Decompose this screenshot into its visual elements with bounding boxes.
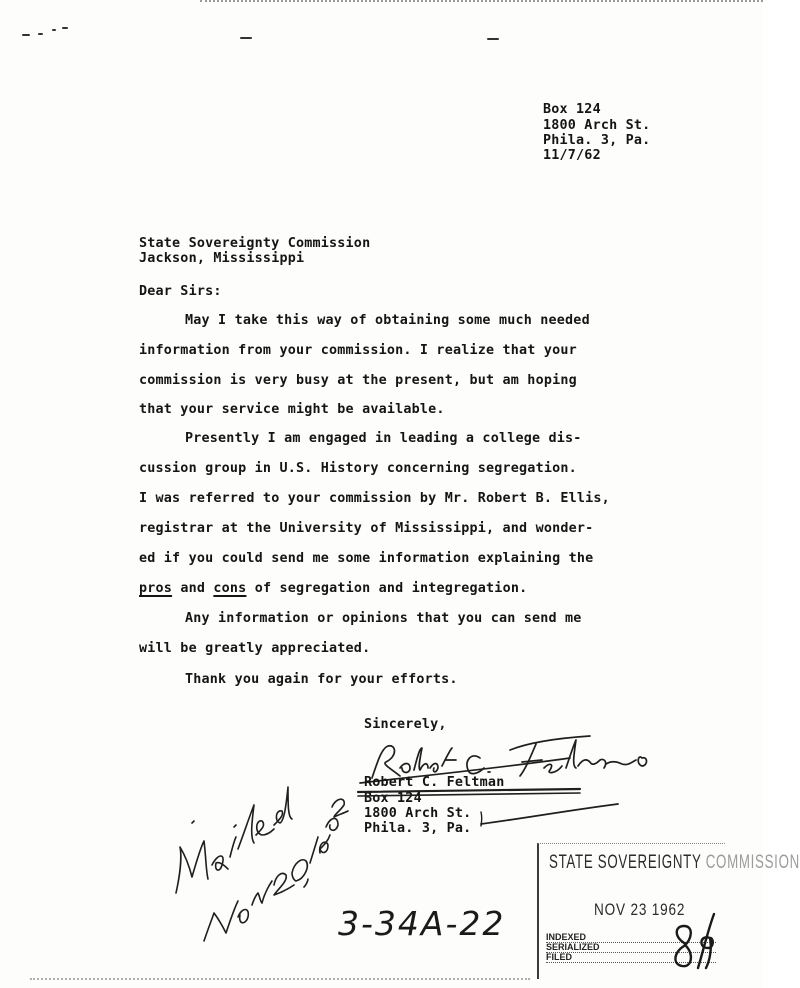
handwritten-initials [664, 908, 724, 978]
signature-block-line: Phila. 3, Pa. [364, 821, 472, 836]
closing: Sincerely, [364, 717, 447, 732]
stamp-title [549, 852, 800, 874]
signature-block-line: Box 124 [364, 791, 422, 806]
body-line: registrar at the University of Mississippi, and wonder- [139, 521, 594, 536]
stamp-date: NOV 23 1962 [594, 900, 686, 919]
scan-speck [38, 33, 43, 35]
stamp-title-dark: STATE SOVEREIGNTY [549, 852, 702, 873]
body-line-rest: of segregation and integregation. [254, 581, 528, 596]
body-line-pros-cons [139, 582, 527, 595]
body-line: I was referred to your commission by Mr. Robert B. Ellis, [139, 491, 610, 506]
body-line: information from your commission. I realize that your [139, 343, 577, 358]
letter-date: 11/7/62 [543, 148, 601, 163]
body-line: that your service might be available. [139, 402, 445, 417]
body-line: cussion group in U.S. History concerning segregation. [139, 461, 577, 476]
body-line: will be greatly appreciated. [139, 641, 371, 656]
body-line: commission is very busy at the present, but am hoping [139, 373, 577, 388]
return-address-line: Phila. 3, Pa. [543, 133, 651, 148]
return-address-line: 1800 Arch St. [543, 118, 651, 133]
scan-speck [52, 29, 56, 31]
recipient-line: Jackson, Mississippi [139, 251, 305, 266]
body-line: Any information or opinions that you can send me [185, 611, 582, 626]
scan-speck [62, 27, 68, 29]
scan-edge-dots-top [200, 0, 763, 4]
return-address-line: Box 124 [543, 102, 601, 117]
stamp-row-indexed: INDEXED [546, 932, 716, 943]
stamp-title-faint: COMMISSION [705, 852, 800, 873]
salutation: Dear Sirs: [139, 284, 222, 299]
scan-speck [487, 38, 499, 40]
signature-block-name: Robert C. Feltman [364, 775, 505, 790]
stamp-row-filed: FILED [546, 952, 716, 963]
stamp-row-serialized: SERIALIZED [546, 942, 716, 953]
underlined-word-cons: cons [213, 581, 247, 596]
pen-strike-lines [356, 784, 626, 834]
underlined-word-pros: pros [139, 581, 173, 596]
handwritten-mailed-note [168, 745, 348, 945]
scan-speck [22, 34, 30, 36]
body-line: ed if you could send me some information explaining the [139, 551, 594, 566]
body-line: Thank you again for your efforts. [185, 672, 458, 687]
signature-block-line: 1800 Arch St. [364, 806, 472, 821]
body-line: Presently I am engaged in leading a college dis- [185, 431, 582, 446]
recipient-line: State Sovereignty Commission [139, 236, 371, 251]
body-line: May I take this way of obtaining some much needed [185, 313, 590, 328]
body-word: and [180, 581, 206, 596]
scan-speck [240, 37, 252, 39]
scan-edge-dots-bottom [30, 978, 530, 982]
handwritten-file-number: 3-34A-22 [338, 904, 506, 943]
